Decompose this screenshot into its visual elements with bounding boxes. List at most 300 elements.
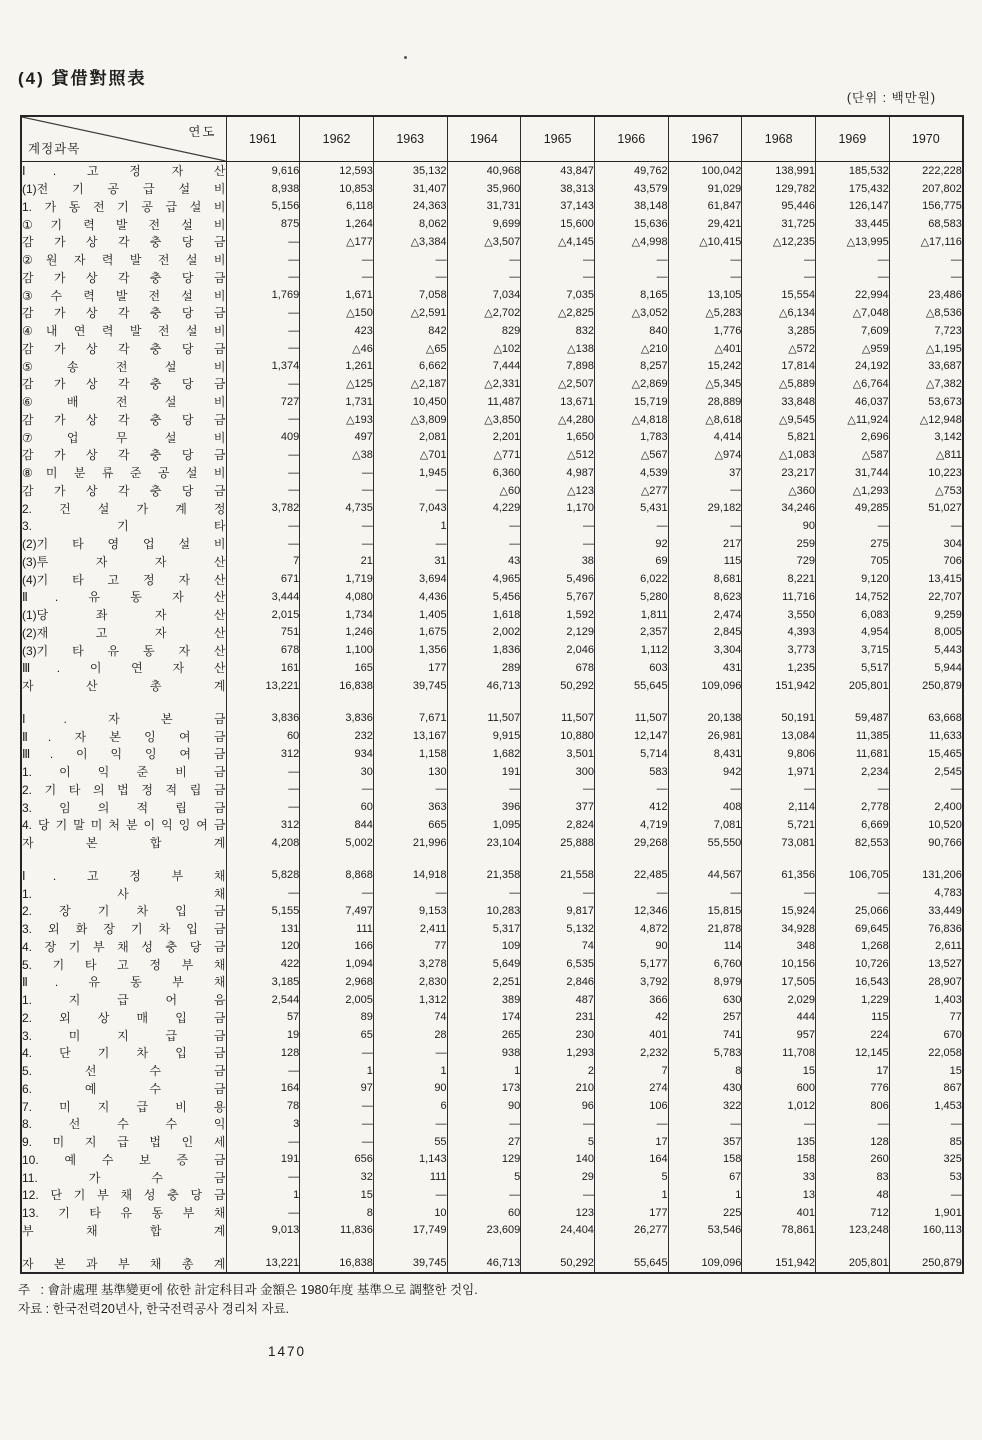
value-cell: 13,221 <box>226 677 300 695</box>
value-cell: 53,546 <box>668 1222 742 1240</box>
table-row <box>21 677 963 695</box>
value-cell: 7,043 <box>373 499 447 517</box>
value-cell: 366 <box>594 991 668 1009</box>
value-cell: △2,825 <box>521 304 595 322</box>
value-cell: — <box>668 517 742 535</box>
value-cell: 5,177 <box>594 955 668 973</box>
value-cell: 29,268 <box>594 834 668 852</box>
value-cell: 6,760 <box>668 955 742 973</box>
value-cell: 7,898 <box>521 357 595 375</box>
value-cell: 1,811 <box>594 606 668 624</box>
value-cell: — <box>594 781 668 799</box>
value-cell: 35,960 <box>447 180 521 198</box>
value-cell: 2,846 <box>521 973 595 991</box>
value-cell: 13,167 <box>373 727 447 745</box>
value-cell: — <box>447 535 521 553</box>
table-row <box>21 269 963 287</box>
value-cell: — <box>373 269 447 287</box>
value-cell: 4,229 <box>447 499 521 517</box>
value-cell: 78,861 <box>742 1222 816 1240</box>
value-cell: 5,496 <box>521 570 595 588</box>
account-label: 자 산 총 계 <box>21 677 226 695</box>
table-row <box>21 1186 963 1204</box>
value-cell: 129,782 <box>742 180 816 198</box>
value-cell: 706 <box>889 553 963 571</box>
value-cell: △5,889 <box>742 375 816 393</box>
value-cell: 17,505 <box>742 973 816 991</box>
value-cell: — <box>226 269 300 287</box>
value-cell: 444 <box>742 1009 816 1027</box>
value-cell: 14,918 <box>373 867 447 885</box>
footnote-source: 자료 : 한국전력20년사, 한국전력공사 경리처 자료. <box>18 1302 290 1316</box>
value-cell: 164 <box>226 1080 300 1098</box>
value-cell <box>447 852 521 867</box>
value-cell: 312 <box>226 745 300 763</box>
value-cell: 222,228 <box>889 162 963 180</box>
value-cell: 85 <box>889 1133 963 1151</box>
corner-label-account: 계정과목 <box>28 142 81 156</box>
account-label: (4)기 타 고 정 자 산 <box>21 570 226 588</box>
value-cell: 2,696 <box>816 428 890 446</box>
value-cell: 934 <box>300 745 374 763</box>
value-cell: 5,155 <box>226 902 300 920</box>
value-cell: 1,170 <box>521 499 595 517</box>
value-cell <box>889 852 963 867</box>
value-cell: 49,762 <box>594 162 668 180</box>
value-cell: 275 <box>816 535 890 553</box>
value-cell: 9,616 <box>226 162 300 180</box>
value-cell: — <box>521 884 595 902</box>
value-cell: — <box>742 251 816 269</box>
account-label: ⑧미 분 류 준 공 설 비 <box>21 464 226 482</box>
value-cell: 8,868 <box>300 867 374 885</box>
value-cell <box>668 1239 742 1254</box>
table-row <box>21 1062 963 1080</box>
value-cell: △210 <box>594 340 668 358</box>
unit-label: (단위 : 백만원) <box>846 91 936 105</box>
value-cell: 2,251 <box>447 973 521 991</box>
value-cell: 73,081 <box>742 834 816 852</box>
account-label: 2. 장 기 차 입 금 <box>21 902 226 920</box>
value-cell: △3,052 <box>594 304 668 322</box>
value-cell: — <box>300 1044 374 1062</box>
value-cell: 1,094 <box>300 955 374 973</box>
table-row <box>21 357 963 375</box>
value-cell: 21,358 <box>447 867 521 885</box>
value-cell: 409 <box>226 428 300 446</box>
value-cell: — <box>373 1115 447 1133</box>
value-cell: — <box>889 251 963 269</box>
value-cell: 7,444 <box>447 357 521 375</box>
section-spacer-row <box>21 695 963 710</box>
value-cell: — <box>300 482 374 500</box>
value-cell: 2,400 <box>889 798 963 816</box>
value-cell: — <box>226 340 300 358</box>
value-cell: — <box>668 269 742 287</box>
value-cell: 60 <box>300 798 374 816</box>
value-cell: 957 <box>742 1026 816 1044</box>
table-row <box>21 1044 963 1062</box>
value-cell: 33,449 <box>889 902 963 920</box>
value-cell: 76,836 <box>889 920 963 938</box>
value-cell: 430 <box>668 1080 742 1098</box>
value-cell: 11,507 <box>447 710 521 728</box>
value-cell: 11,633 <box>889 727 963 745</box>
value-cell: 7,035 <box>521 286 595 304</box>
value-cell: 1 <box>373 1062 447 1080</box>
value-cell: 7 <box>594 1062 668 1080</box>
value-cell: 231 <box>521 1009 595 1027</box>
value-cell: 2,114 <box>742 798 816 816</box>
value-cell: △974 <box>668 446 742 464</box>
value-cell: △4,818 <box>594 411 668 429</box>
year-header: 1966 <box>594 116 668 162</box>
value-cell: 7 <box>226 553 300 571</box>
value-cell: △65 <box>373 340 447 358</box>
value-cell: — <box>521 535 595 553</box>
value-cell: — <box>889 517 963 535</box>
value-cell: △701 <box>373 446 447 464</box>
table-row <box>21 251 963 269</box>
value-cell: 100,042 <box>668 162 742 180</box>
value-cell: △4,998 <box>594 233 668 251</box>
value-cell: 2,968 <box>300 973 374 991</box>
value-cell: 19 <box>226 1026 300 1044</box>
value-cell: 4,208 <box>226 834 300 852</box>
value-cell: 5,783 <box>668 1044 742 1062</box>
value-cell: 166 <box>300 938 374 956</box>
value-cell: 8,062 <box>373 215 447 233</box>
value-cell: 38,148 <box>594 198 668 216</box>
value-cell: 224 <box>816 1026 890 1044</box>
value-cell: 4,735 <box>300 499 374 517</box>
account-label: 11. 가 수 금 <box>21 1168 226 1186</box>
value-cell: 3,285 <box>742 322 816 340</box>
account-label: (1)전 기 공 급 설 비 <box>21 180 226 198</box>
value-cell: 53 <box>889 1168 963 1186</box>
value-cell: 729 <box>742 553 816 571</box>
value-cell: 29,421 <box>668 215 742 233</box>
value-cell: 5,821 <box>742 428 816 446</box>
value-cell: 7,081 <box>668 816 742 834</box>
value-cell: 43,579 <box>594 180 668 198</box>
value-cell <box>447 695 521 710</box>
table-row <box>21 393 963 411</box>
value-cell: — <box>521 1186 595 1204</box>
value-cell: 68,583 <box>889 215 963 233</box>
value-cell: 61,847 <box>668 198 742 216</box>
account-label: 감 가 상 각 충 당 금 <box>21 304 226 322</box>
table-row <box>21 446 963 464</box>
value-cell: 109,096 <box>668 677 742 695</box>
account-label: 4. 당 기 말 미 처 분 이 익 잉 여 금 <box>21 816 226 834</box>
value-cell: 32 <box>300 1168 374 1186</box>
value-cell: 3,792 <box>594 973 668 991</box>
value-cell: 205,801 <box>816 677 890 695</box>
value-cell: — <box>889 269 963 287</box>
value-cell: 30 <box>300 763 374 781</box>
value-cell: — <box>889 781 963 799</box>
value-cell: 6,662 <box>373 357 447 375</box>
value-cell: 2,046 <box>521 641 595 659</box>
account-label: 자 본 합 계 <box>21 834 226 852</box>
value-cell: — <box>300 884 374 902</box>
value-cell: △5,345 <box>668 375 742 393</box>
value-cell: 4,719 <box>594 816 668 834</box>
value-cell: 111 <box>373 1168 447 1186</box>
account-label: Ⅲ. 이 연 자 산 <box>21 659 226 677</box>
value-cell: 265 <box>447 1026 521 1044</box>
value-cell: 60 <box>447 1204 521 1222</box>
value-cell: 5,443 <box>889 641 963 659</box>
value-cell: 33,848 <box>742 393 816 411</box>
value-cell: 17,749 <box>373 1222 447 1240</box>
account-label: 3. 미 지 급 금 <box>21 1026 226 1044</box>
account-label: (2)기 타 영 업 설 비 <box>21 535 226 553</box>
value-cell: 135 <box>742 1133 816 1151</box>
table-row <box>21 710 963 728</box>
value-cell: △17,116 <box>889 233 963 251</box>
value-cell: 8,979 <box>668 973 742 991</box>
account-label: Ⅱ. 자 본 잉 여 금 <box>21 727 226 745</box>
value-cell: △13,995 <box>816 233 890 251</box>
value-cell: 600 <box>742 1080 816 1098</box>
value-cell: — <box>300 251 374 269</box>
table-row <box>21 606 963 624</box>
value-cell: 22,485 <box>594 867 668 885</box>
value-cell: 129 <box>447 1151 521 1169</box>
value-cell: 46,713 <box>447 677 521 695</box>
value-cell: 10,726 <box>816 955 890 973</box>
value-cell: △2,702 <box>447 304 521 322</box>
value-cell: 10,156 <box>742 955 816 973</box>
value-cell: 363 <box>373 798 447 816</box>
account-label: ⑥배 전 설 비 <box>21 393 226 411</box>
value-cell: 40,968 <box>447 162 521 180</box>
account-label: (2)재 고 자 산 <box>21 624 226 642</box>
value-cell: 6,669 <box>816 816 890 834</box>
value-cell: 207,802 <box>889 180 963 198</box>
value-cell: 4,872 <box>594 920 668 938</box>
value-cell: △572 <box>742 340 816 358</box>
value-cell: 7,723 <box>889 322 963 340</box>
value-cell: △277 <box>594 482 668 500</box>
value-cell: 1,682 <box>447 745 521 763</box>
value-cell: 1 <box>226 1186 300 1204</box>
value-cell: 1,246 <box>300 624 374 642</box>
value-cell: 5 <box>447 1168 521 1186</box>
table-row <box>21 624 963 642</box>
account-label: 4. 단 기 차 입 금 <box>21 1044 226 1062</box>
value-cell: 348 <box>742 938 816 956</box>
value-cell: — <box>447 884 521 902</box>
value-cell: 205,801 <box>816 1254 890 1273</box>
value-cell: 63,668 <box>889 710 963 728</box>
value-cell: 44,567 <box>668 867 742 885</box>
value-cell: 109,096 <box>668 1254 742 1273</box>
value-cell: 7,058 <box>373 286 447 304</box>
value-cell <box>373 695 447 710</box>
value-cell: 210 <box>521 1080 595 1098</box>
balance-sheet-table <box>20 115 964 1274</box>
value-cell: 1,143 <box>373 1151 447 1169</box>
value-cell: 705 <box>816 553 890 571</box>
value-cell: 156,775 <box>889 198 963 216</box>
value-cell: — <box>373 251 447 269</box>
value-cell: 11,507 <box>521 710 595 728</box>
value-cell: 1,264 <box>300 215 374 233</box>
account-label: 1. 사 채 <box>21 884 226 902</box>
value-cell: 1,945 <box>373 464 447 482</box>
value-cell: 412 <box>594 798 668 816</box>
value-cell: 6,118 <box>300 198 374 216</box>
value-cell: 250,879 <box>889 1254 963 1273</box>
table-row <box>21 781 963 799</box>
value-cell: 90 <box>742 517 816 535</box>
value-cell: 751 <box>226 624 300 642</box>
value-cell: 120 <box>226 938 300 956</box>
value-cell: 9,817 <box>521 902 595 920</box>
value-cell: 38,313 <box>521 180 595 198</box>
value-cell <box>447 1239 521 1254</box>
value-cell: 741 <box>668 1026 742 1044</box>
value-cell: △8,618 <box>668 411 742 429</box>
value-cell: 90 <box>373 1080 447 1098</box>
value-cell: 27 <box>447 1133 521 1151</box>
value-cell: — <box>742 269 816 287</box>
value-cell: 53,673 <box>889 393 963 411</box>
value-cell: 13,221 <box>226 1254 300 1273</box>
table-row <box>21 535 963 553</box>
value-cell: — <box>226 1204 300 1222</box>
value-cell: 1 <box>447 1062 521 1080</box>
value-cell: 829 <box>447 322 521 340</box>
value-cell <box>889 1239 963 1254</box>
value-cell: 191 <box>226 1151 300 1169</box>
value-cell: 34,246 <box>742 499 816 517</box>
value-cell: 77 <box>889 1009 963 1027</box>
value-cell: 250,879 <box>889 677 963 695</box>
account-label: 3. 외 화 장 기 차 입 금 <box>21 920 226 938</box>
value-cell: — <box>742 1115 816 1133</box>
table-row <box>21 482 963 500</box>
value-cell: — <box>816 884 890 902</box>
value-cell: 2,474 <box>668 606 742 624</box>
value-cell: 1,734 <box>300 606 374 624</box>
account-label: 8. 선 수 수 익 <box>21 1115 226 1133</box>
value-cell: 842 <box>373 322 447 340</box>
value-cell: 408 <box>668 798 742 816</box>
table-row <box>21 215 963 233</box>
value-cell: — <box>668 884 742 902</box>
table-row <box>21 428 963 446</box>
value-cell: 357 <box>668 1133 742 1151</box>
table-row <box>21 570 963 588</box>
table-row <box>21 1026 963 1044</box>
account-label: Ⅰ. 고 정 부 채 <box>21 867 226 885</box>
account-label: 12. 단 기 부 채 성 충 당 금 <box>21 1186 226 1204</box>
value-cell: 1,783 <box>594 428 668 446</box>
table-row <box>21 464 963 482</box>
value-cell: 1,356 <box>373 641 447 659</box>
value-cell: — <box>226 251 300 269</box>
account-label: 7. 미 지 급 비 용 <box>21 1097 226 1115</box>
value-cell: 1,158 <box>373 745 447 763</box>
page-title: (4) 貸借對照表 <box>18 69 147 88</box>
value-cell: 15,242 <box>668 357 742 375</box>
value-cell: 2,234 <box>816 763 890 781</box>
value-cell: 173 <box>447 1080 521 1098</box>
table-row <box>21 1222 963 1240</box>
account-label: 2. 외 상 매 입 금 <box>21 1009 226 1027</box>
value-cell: — <box>226 1062 300 1080</box>
value-cell: △138 <box>521 340 595 358</box>
page-number: 1470 <box>268 1344 307 1359</box>
account-label: 1. 지 급 어 음 <box>21 991 226 1009</box>
value-cell: 2,005 <box>300 991 374 1009</box>
value-cell: 31,407 <box>373 180 447 198</box>
header-row <box>21 116 963 162</box>
value-cell: 304 <box>889 535 963 553</box>
value-cell: 35,132 <box>373 162 447 180</box>
value-cell <box>521 1239 595 1254</box>
value-cell: 3 <box>226 1115 300 1133</box>
value-cell: 38 <box>521 553 595 571</box>
value-cell: 15 <box>300 1186 374 1204</box>
account-label: 감 가 상 각 충 당 금 <box>21 375 226 393</box>
value-cell: 1,719 <box>300 570 374 588</box>
value-cell: 175,432 <box>816 180 890 198</box>
value-cell: 128 <box>226 1044 300 1062</box>
value-cell: 325 <box>889 1151 963 1169</box>
value-cell: 22,707 <box>889 588 963 606</box>
value-cell: — <box>226 464 300 482</box>
value-cell: 16,543 <box>816 973 890 991</box>
value-cell: — <box>889 1186 963 1204</box>
value-cell: 289 <box>447 659 521 677</box>
value-cell: — <box>226 375 300 393</box>
value-cell: △102 <box>447 340 521 358</box>
value-cell: 630 <box>668 991 742 1009</box>
value-cell: 5,456 <box>447 588 521 606</box>
table-row <box>21 1151 963 1169</box>
table-row <box>21 180 963 198</box>
table-row <box>21 340 963 358</box>
value-cell: 2,129 <box>521 624 595 642</box>
value-cell: 875 <box>226 215 300 233</box>
value-cell: 377 <box>521 798 595 816</box>
value-cell: △567 <box>594 446 668 464</box>
value-cell: 8,165 <box>594 286 668 304</box>
value-cell: — <box>521 781 595 799</box>
value-cell: 20,138 <box>668 710 742 728</box>
value-cell: △360 <box>742 482 816 500</box>
value-cell: 21,878 <box>668 920 742 938</box>
value-cell: 1,453 <box>889 1097 963 1115</box>
table-row <box>21 1080 963 1098</box>
value-cell: 257 <box>668 1009 742 1027</box>
value-cell: 11,836 <box>300 1222 374 1240</box>
value-cell: △959 <box>816 340 890 358</box>
account-label <box>21 1239 226 1254</box>
value-cell: 3,550 <box>742 606 816 624</box>
table-row <box>21 1115 963 1133</box>
value-cell: — <box>226 411 300 429</box>
value-cell: 123 <box>521 1204 595 1222</box>
value-cell: 5,517 <box>816 659 890 677</box>
value-cell: △12,948 <box>889 411 963 429</box>
value-cell: 3,185 <box>226 973 300 991</box>
